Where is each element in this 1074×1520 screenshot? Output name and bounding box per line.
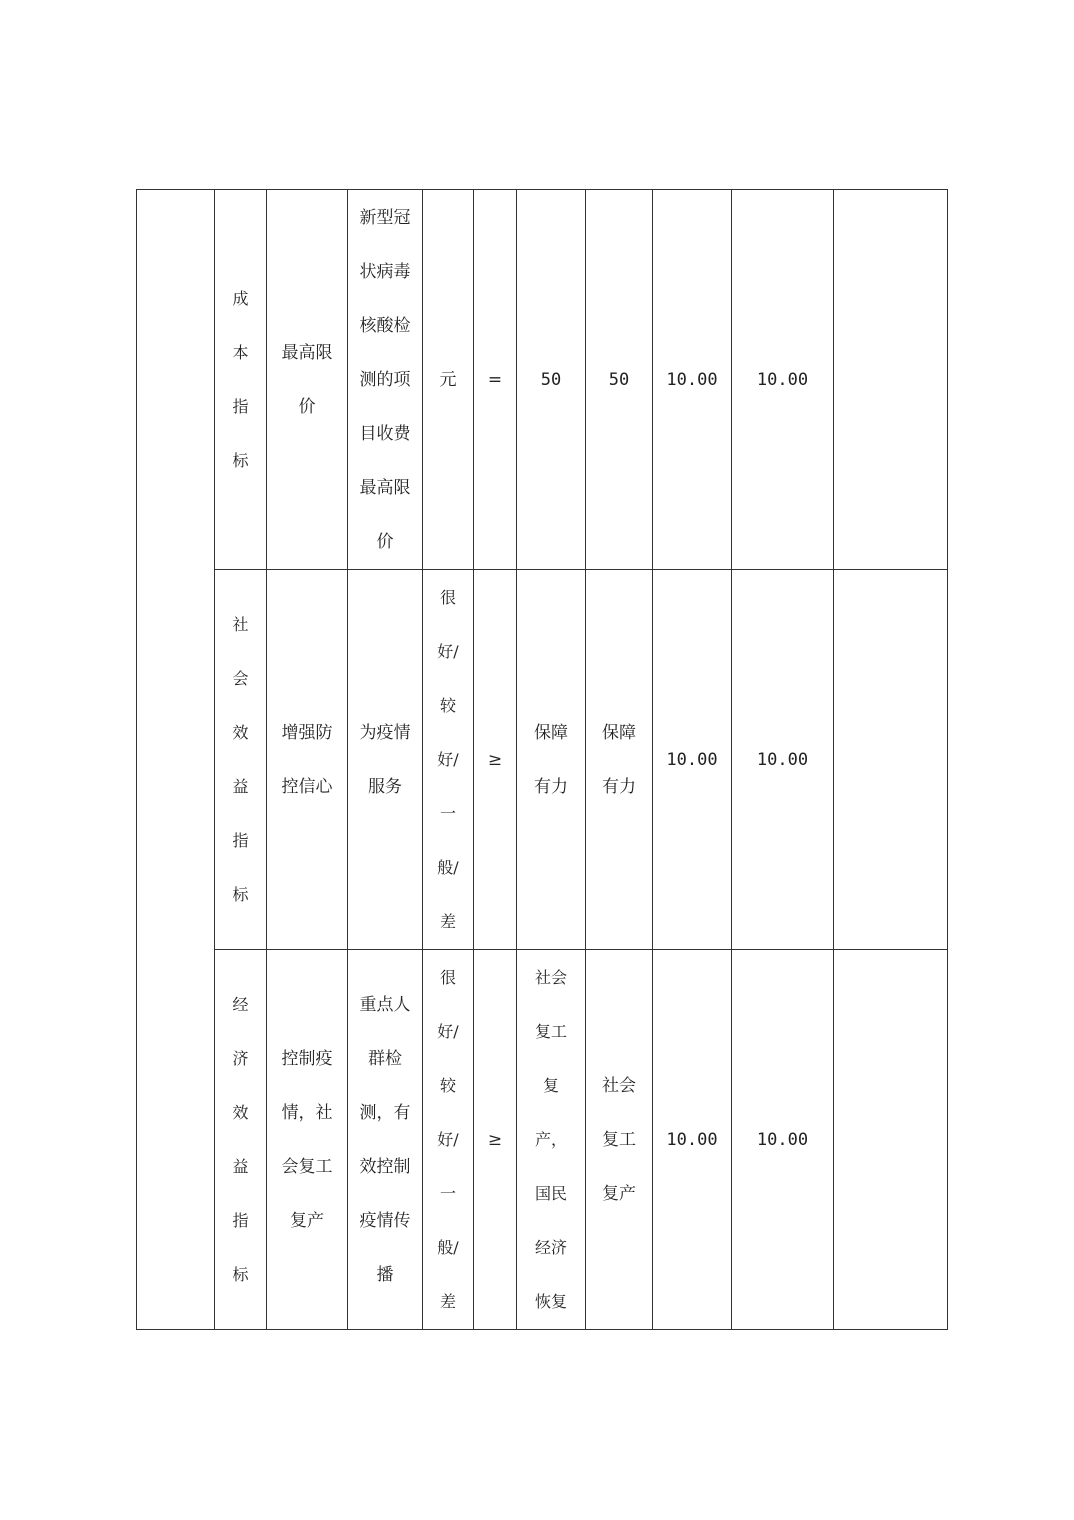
note-cell (834, 570, 948, 950)
target-cell: 社会复工复产，国民经济恢复 (517, 950, 586, 1330)
actual-cell: 50 (586, 190, 653, 570)
content-cell: 新型冠状病毒核酸检测的项目收费最高限价 (348, 190, 423, 570)
note-cell (834, 950, 948, 1330)
score-cell: 10.00 (732, 570, 834, 950)
operator-cell: ≥ (474, 950, 517, 1330)
content-cell: 重点人群检测，有效控制疫情传播 (348, 950, 423, 1330)
table-row (137, 190, 948, 570)
unit-cell: 很好/较好/一般/差 (423, 570, 474, 950)
target-cell: 保障有力 (517, 570, 586, 950)
score-cell: 10.00 (732, 190, 834, 570)
indicator-cell: 增强防控信心 (267, 570, 348, 950)
indicator-cell: 控制疫情，社会复工复产 (267, 950, 348, 1330)
table-row (137, 950, 948, 1330)
first-level-category-cell (137, 190, 215, 1330)
actual-cell: 社会复工复产 (586, 950, 653, 1330)
category-cell: 社会效益指标 (215, 570, 267, 950)
operator-cell: = (474, 190, 517, 570)
weight-cell: 10.00 (653, 950, 732, 1330)
note-cell (834, 190, 948, 570)
unit-cell: 元 (423, 190, 474, 570)
operator-cell: ≥ (474, 570, 517, 950)
weight-cell: 10.00 (653, 190, 732, 570)
indicator-cell: 最高限价 (267, 190, 348, 570)
actual-cell: 保障有力 (586, 570, 653, 950)
score-cell: 10.00 (732, 950, 834, 1330)
category-cell: 成本指标 (215, 190, 267, 570)
performance-indicator-table (136, 189, 948, 1330)
content-cell: 为疫情服务 (348, 570, 423, 950)
weight-cell: 10.00 (653, 570, 732, 950)
target-cell: 50 (517, 190, 586, 570)
table-row (137, 570, 948, 950)
unit-cell: 很好/较好/一般/差 (423, 950, 474, 1330)
category-cell: 经济效益指标 (215, 950, 267, 1330)
